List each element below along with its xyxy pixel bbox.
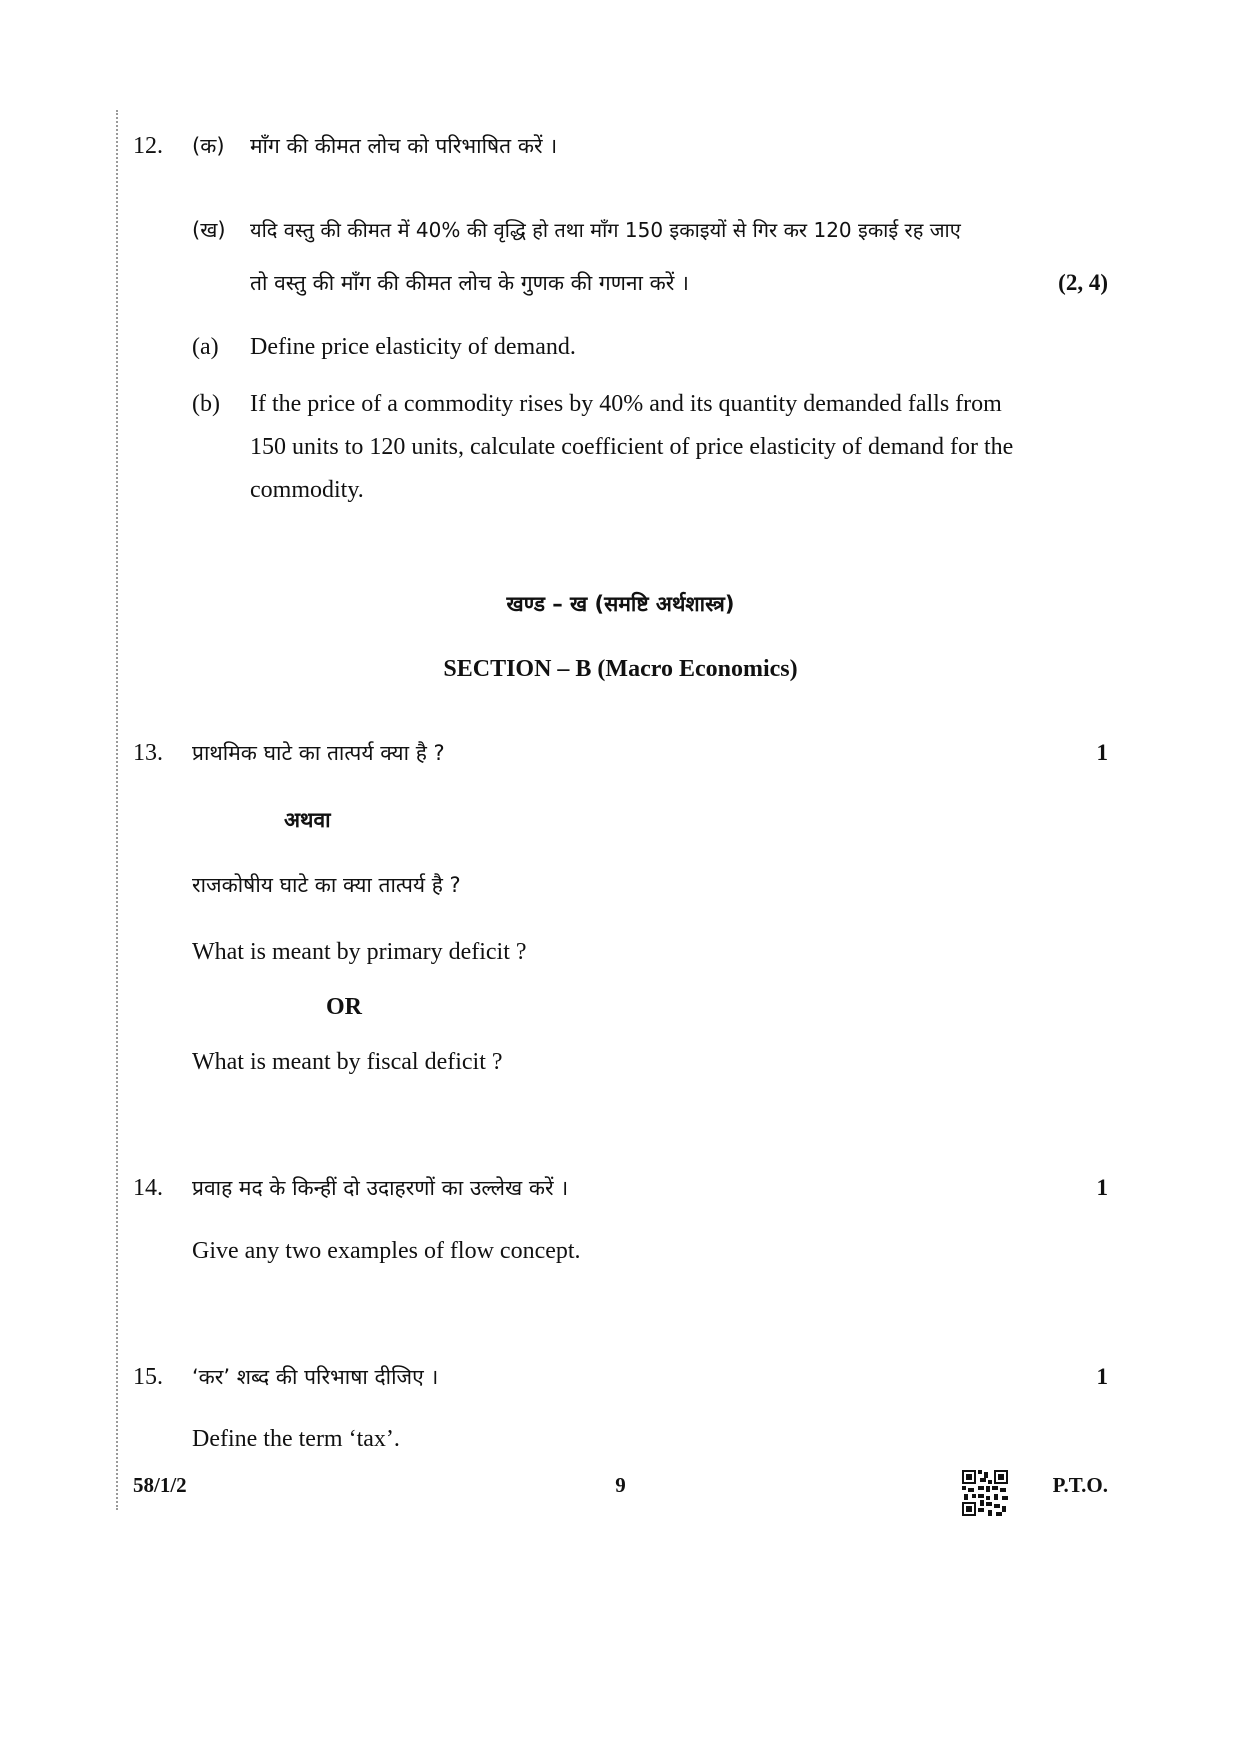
- margin-rule: [116, 110, 118, 1510]
- q12-kha-line2: तो वस्तु की माँग की कीमत लोच के गुणक की गणना करें ।: [250, 271, 689, 295]
- q12-ka-text: माँग की कीमत लोच को परिभाषित करें ।: [250, 134, 558, 158]
- q12-b-line2: 150 units to 120 units, calculate coefficient of price elasticity of demand for the: [250, 434, 1014, 460]
- q13-english-or: OR: [326, 994, 362, 1020]
- q13-number: 13.: [133, 740, 163, 766]
- q12-marks: (2, 4): [1058, 270, 1108, 295]
- q13-hindi-or: अथवा: [284, 808, 331, 832]
- section-title-english: SECTION – B (Macro Economics): [443, 656, 798, 682]
- q12-b-line3: commodity.: [250, 477, 364, 503]
- q12-b-label: (b): [192, 391, 220, 417]
- pto-label: P.T.O.: [1052, 1473, 1108, 1497]
- q14-english-question: Give any two examples of flow concept.: [192, 1238, 581, 1264]
- qr-code-icon: [962, 1470, 1008, 1516]
- q14-marks: 1: [1096, 1175, 1108, 1200]
- paper-code: 58/1/2: [133, 1473, 187, 1497]
- q13-english-alternative: What is meant by fiscal deficit ?: [192, 1049, 503, 1075]
- q12-b-line1: If the price of a commodity rises by 40% and its quantity demanded falls from: [250, 391, 1002, 417]
- q12-kha-label: (ख): [192, 218, 226, 242]
- page-number: 9: [615, 1473, 626, 1497]
- q12-number: 12.: [133, 133, 163, 159]
- q15-marks: 1: [1096, 1364, 1108, 1389]
- q12-a-text: Define price elasticity of demand.: [250, 334, 576, 360]
- q13-hindi-question: प्राथमिक घाटे का तात्पर्य क्या है ?: [192, 741, 445, 765]
- q15-hindi-question: ‘कर’ शब्द की परिभाषा दीजिए ।: [192, 1365, 439, 1389]
- q15-number: 15.: [133, 1364, 163, 1390]
- q13-english-question: What is meant by primary deficit ?: [192, 939, 527, 965]
- q12-kha-line1: यदि वस्तु की कीमत में 40% की वृद्धि हो तथा माँग 150 इकाइयों से गिर कर 120 इकाई रह जाए: [250, 218, 961, 242]
- q12-a-label: (a): [192, 334, 219, 360]
- q14-number: 14.: [133, 1175, 163, 1201]
- q13-marks: 1: [1096, 740, 1108, 765]
- q14-hindi-question: प्रवाह मद के किन्हीं दो उदाहरणों का उल्लेख करें ।: [192, 1176, 569, 1200]
- q15-english-question: Define the term ‘tax’.: [192, 1426, 400, 1452]
- q13-hindi-alternative: राजकोषीय घाटे का क्या तात्पर्य है ?: [192, 873, 461, 897]
- q12-ka-label: (क): [192, 134, 225, 158]
- section-title-hindi: खण्ड – ख (समष्टि अर्थशास्त्र): [506, 592, 735, 616]
